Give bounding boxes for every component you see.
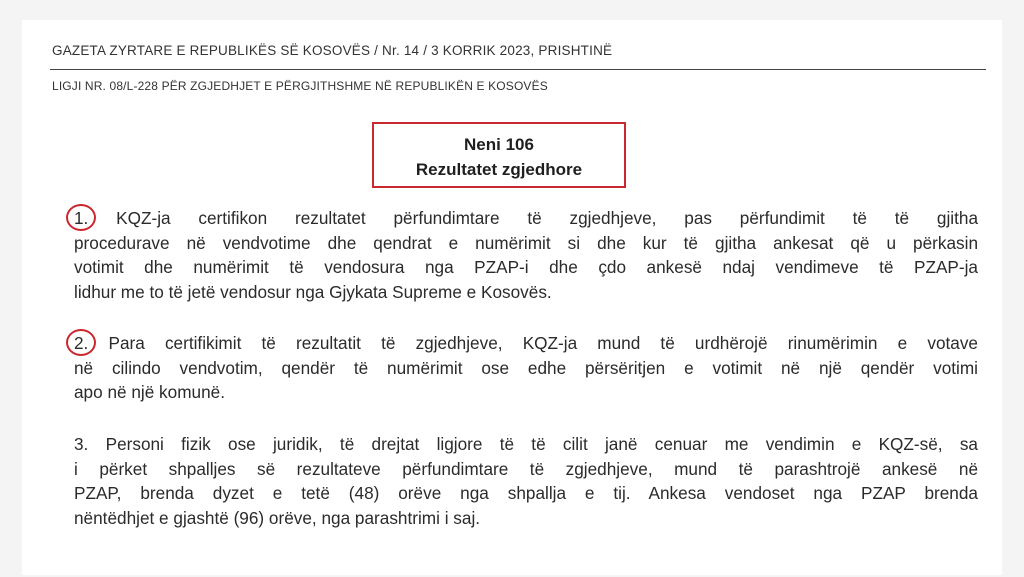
document-page (22, 20, 1002, 575)
paragraph-line: PZAP, brenda dyzet e tetë (48) orëve nga shpallja e tij. Ankesa vendoset nga PZAP brenda (74, 483, 978, 503)
paragraph-line: procedurave në vendvotime dhe qendrat e numërimit si dhe kur të gjitha ankesat që u përkasin (74, 232, 978, 253)
paragraph-line: apo në një komunë. (74, 382, 225, 402)
paragraph-line: nëntëdhjet e gjashtë (96) orëve, nga parashtrimi i saj. (74, 507, 481, 528)
paragraph-3 (74, 432, 978, 530)
paragraph-line: 1. KQZ-ja certifikon rezultatet përfundimtare të zgjedhjeve, pas përfundimit të të gjitha (74, 208, 978, 228)
paragraph-line: lidhur me to të jetë vendosur nga Gjykata Supreme e Kosovës. (74, 281, 552, 302)
paragraph-line: 2. Para certifikimit të rezultatit të zgjedhjeve, KQZ-ja mund të urdhërojë rinumërimin e votave (74, 333, 978, 353)
law-title: LIGJI NR. 08/L-228 PËR ZGJEDHJET E PËRGJITHSHME NË REPUBLIKËN E KOSOVËS (52, 79, 548, 93)
paragraph-line: i përket shpalljes së rezultateve përfundimtare të zgjedhjeve, mund të parashtrojë ankesë në (74, 458, 978, 479)
paragraph-line: votimit dhe numërimit të vendosura nga PZAP-i dhe çdo ankesë ndaj vendimeve të PZAP-ja (74, 257, 978, 277)
header-divider (50, 69, 986, 70)
gazette-header: GAZETA ZYRTARE E REPUBLIKËS SË KOSOVËS / Nr. 14 / 3 KORRIK 2023, PRISHTINË (52, 43, 613, 58)
article-heading-box (372, 122, 626, 188)
paragraph-line: në cilindo vendvotim, qendër të numërimit ose edhe përsëritjen e votimit në një qendër votimi (74, 357, 978, 378)
article-number: Neni 106 (464, 135, 534, 154)
paragraph-2 (74, 331, 978, 405)
paragraph-1 (74, 206, 978, 304)
article-title: Rezultatet zgjedhore (415, 160, 583, 179)
paragraph-line: 3. Personi fizik ose juridik, të drejtat ligjore të të cilit janë cenuar me vendimin e KQZ-së, sa (74, 434, 978, 454)
